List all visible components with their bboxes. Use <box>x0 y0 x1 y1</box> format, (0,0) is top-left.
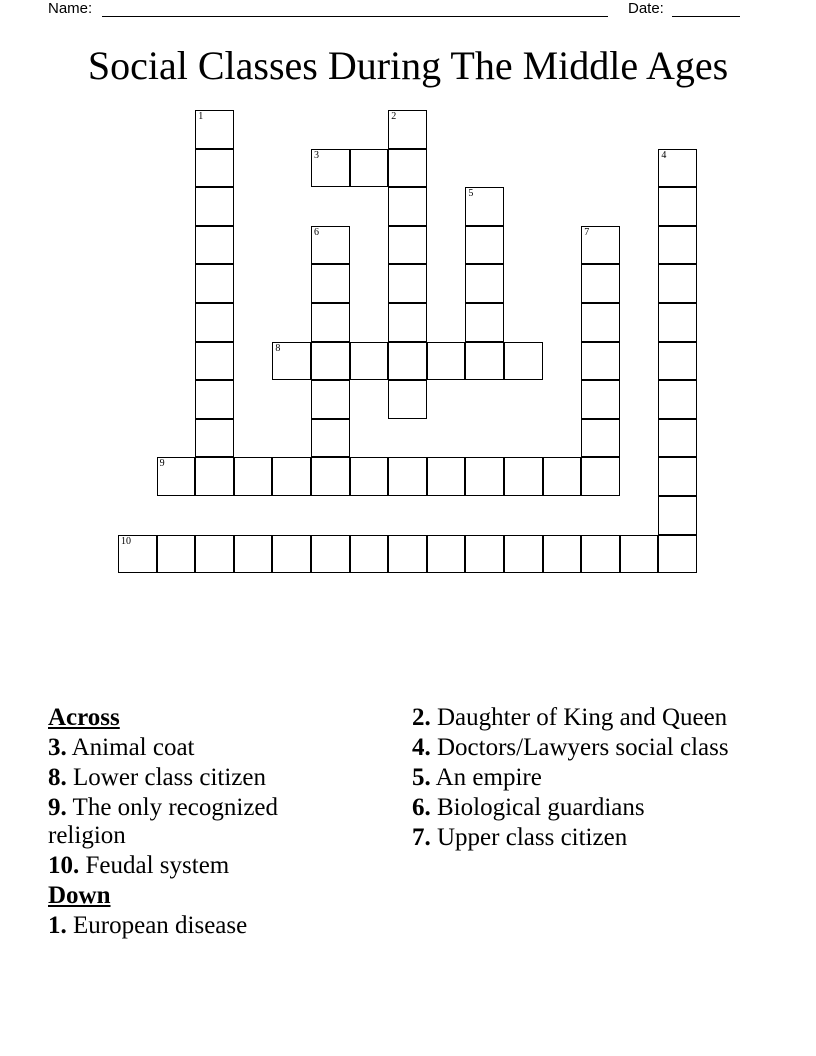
grid-cell[interactable] <box>388 380 427 419</box>
page-title: Social Classes During The Middle Ages <box>87 43 729 88</box>
clue-number: 4. <box>412 734 431 761</box>
across-clue-list <box>48 734 348 880</box>
grid-cell[interactable] <box>465 535 504 574</box>
grid-cell[interactable] <box>658 226 697 265</box>
grid-cell[interactable] <box>311 535 350 574</box>
clue-number: 10. <box>48 852 80 879</box>
cell-number: 10 <box>121 535 131 547</box>
grid-cell[interactable] <box>118 535 157 574</box>
grid-cell[interactable] <box>658 457 697 496</box>
grid-cell[interactable] <box>465 457 504 496</box>
clue-text: Daughter of King and Queen <box>430 704 728 731</box>
grid-cell[interactable] <box>658 149 697 188</box>
grid-cell[interactable] <box>388 535 427 574</box>
grid-cell[interactable] <box>195 149 234 188</box>
grid-cell[interactable] <box>388 342 427 381</box>
grid-cell[interactable] <box>311 342 350 381</box>
clue-text: Upper class citizen <box>430 824 628 851</box>
grid-cell[interactable] <box>157 457 196 496</box>
grid-cell[interactable] <box>234 535 273 574</box>
grid-cell[interactable] <box>658 342 697 381</box>
clue-item <box>48 734 348 762</box>
clue-item <box>48 912 348 940</box>
grid-cell[interactable] <box>272 342 311 381</box>
grid-cell[interactable] <box>311 419 350 458</box>
clue-item <box>412 734 742 762</box>
cell-number: 4 <box>661 149 667 161</box>
grid-cell[interactable] <box>195 535 234 574</box>
grid-cell[interactable] <box>195 226 234 265</box>
grid-cell[interactable] <box>157 535 196 574</box>
clue-number: 3. <box>48 734 67 761</box>
grid-cell[interactable] <box>388 226 427 265</box>
clue-number: 9. <box>48 794 67 821</box>
down-clue-list-right <box>412 704 742 852</box>
grid-cell[interactable] <box>195 342 234 381</box>
clue-item <box>412 824 742 852</box>
date-label: Date: <box>628 0 664 17</box>
clue-item <box>48 764 348 792</box>
grid-cell[interactable] <box>311 303 350 342</box>
clue-number: 2. <box>412 704 431 731</box>
grid-cell[interactable] <box>581 342 620 381</box>
grid-cell[interactable] <box>272 457 311 496</box>
grid-cell[interactable] <box>350 342 389 381</box>
grid-cell[interactable] <box>658 496 697 535</box>
clue-text: Doctors/Lawyers social class <box>430 734 729 761</box>
grid-cell[interactable] <box>543 457 582 496</box>
grid-cell[interactable] <box>504 342 543 381</box>
grid-cell[interactable] <box>350 535 389 574</box>
grid-cell[interactable] <box>195 380 234 419</box>
clue-number: 7. <box>412 824 431 851</box>
clue-number: 8. <box>48 764 67 791</box>
grid-cell[interactable] <box>350 457 389 496</box>
grid-cell[interactable] <box>311 149 350 188</box>
clues-left-column <box>48 704 348 942</box>
grid-cell[interactable] <box>581 419 620 458</box>
clue-text: European disease <box>66 912 248 939</box>
clue-text: An empire <box>430 764 542 791</box>
grid-cell[interactable] <box>311 226 350 265</box>
clue-text: Feudal system <box>79 852 230 879</box>
cell-number: 6 <box>314 226 319 238</box>
clue-text: The only recognized religion <box>48 794 279 849</box>
grid-cell[interactable] <box>388 264 427 303</box>
cell-number: 2 <box>391 111 397 122</box>
name-label: Name: <box>48 0 93 17</box>
grid-cell[interactable] <box>658 264 697 303</box>
grid-cell[interactable] <box>658 303 697 342</box>
cell-number: 1 <box>198 111 204 122</box>
grid-cell[interactable] <box>581 226 620 265</box>
grid-cell[interactable] <box>658 187 697 226</box>
grid-cell[interactable] <box>195 264 234 303</box>
grid-cell[interactable] <box>388 303 427 342</box>
clues-right-column <box>412 704 742 854</box>
grid-cell[interactable] <box>272 535 311 574</box>
clue-item <box>48 852 348 880</box>
grid-cell[interactable] <box>504 457 543 496</box>
grid-cell[interactable] <box>311 457 350 496</box>
grid-cell[interactable] <box>581 264 620 303</box>
clue-item <box>412 794 742 822</box>
grid-cell[interactable] <box>465 226 504 265</box>
grid-cell[interactable] <box>581 535 620 574</box>
grid-cell[interactable] <box>465 303 504 342</box>
cell-number: 7 <box>584 226 590 238</box>
clue-item <box>412 764 742 792</box>
down-heading: Down <box>48 882 111 909</box>
grid-cell[interactable] <box>581 457 620 496</box>
grid-cell[interactable] <box>195 457 234 496</box>
grid-cell[interactable] <box>658 419 697 458</box>
grid-cell[interactable] <box>427 342 466 381</box>
grid-cell[interactable] <box>465 264 504 303</box>
grid-cell[interactable] <box>195 110 234 149</box>
grid-cell[interactable] <box>388 149 427 188</box>
grid-cell[interactable] <box>350 149 389 188</box>
down-clue-list-left <box>48 912 348 940</box>
grid-cell[interactable] <box>195 303 234 342</box>
grid-cell[interactable] <box>504 535 543 574</box>
grid-cell[interactable] <box>620 535 659 574</box>
cell-number: 5 <box>468 188 474 200</box>
grid-cell[interactable] <box>543 535 582 574</box>
grid-cell[interactable] <box>581 303 620 342</box>
grid-cell[interactable] <box>388 110 427 149</box>
grid-cell[interactable] <box>465 342 504 381</box>
cell-number: 3 <box>314 149 319 161</box>
across-heading: Across <box>48 704 120 731</box>
grid-cell[interactable] <box>658 380 697 419</box>
grid-cell[interactable] <box>234 457 273 496</box>
cell-number: 9 <box>159 458 165 470</box>
grid-cell[interactable] <box>388 457 427 496</box>
grid-cell[interactable] <box>427 457 466 496</box>
clue-number: 5. <box>412 764 431 791</box>
grid-cell[interactable] <box>195 187 234 226</box>
grid-cell[interactable] <box>388 187 427 226</box>
grid-cell[interactable] <box>427 535 466 574</box>
clue-text: Lower class citizen <box>66 764 266 791</box>
grid-cell[interactable] <box>311 380 350 419</box>
clue-text: Animal coat <box>66 734 195 761</box>
clue-text: Biological guardians <box>430 794 645 821</box>
clue-item <box>412 704 742 732</box>
grid-cell[interactable] <box>658 535 697 574</box>
grid-cell[interactable] <box>465 187 504 226</box>
grid-cell[interactable] <box>581 380 620 419</box>
grid-cell[interactable] <box>311 264 350 303</box>
grid-cell[interactable] <box>195 419 234 458</box>
clue-number: 6. <box>412 794 431 821</box>
clue-number: 1. <box>48 912 67 939</box>
clue-item <box>48 794 348 850</box>
cell-number: 8 <box>275 342 281 354</box>
